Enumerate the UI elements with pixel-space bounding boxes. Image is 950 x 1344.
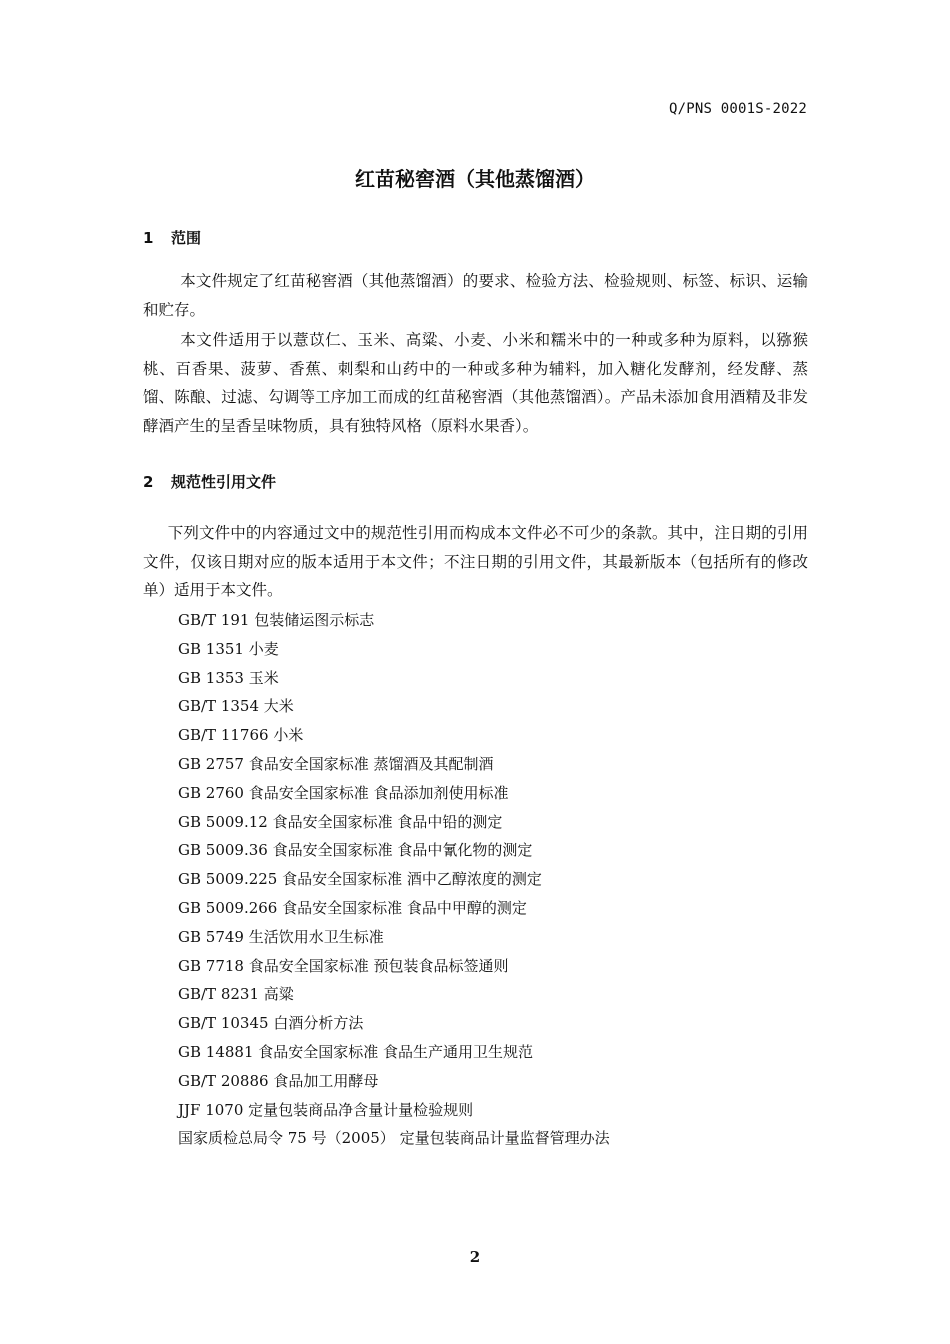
reference-item: GB 5009.12 食品安全国家标准 食品中铅的测定 — [178, 812, 503, 831]
reference-item: GB 5009.266 食品安全国家标准 食品中甲醇的测定 — [178, 898, 527, 917]
scope-paragraph-1: 本文件规定了红苗秘窖酒（其他蒸馏酒）的要求、检验方法、检验规则、标签、标识、运输和贮存。 — [143, 272, 808, 319]
reference-item: GB/T 8231 高粱 — [178, 985, 294, 1004]
reference-item: GB 5009.36 食品安全国家标准 食品中氰化物的测定 — [178, 841, 533, 860]
section-number: 2 — [143, 473, 154, 491]
scope-paragraph-2: 本文件适用于以薏苡仁、玉米、高粱、小麦、小米和糯米中的一种或多种为原料，以猕猴桃、百香果、菠萝、香蕉、刺梨和山药中的一种或多种为辅料，加入糖化发酵剂，经发酵、蒸馏、陈酿、过滤、勾调等工序加工而成的红苗秘窖酒（其他蒸馏酒）。产品未添加食用酒精及非发酵酒产生的呈香呈味物质，具有独特风格（原料水果香）。 — [143, 331, 808, 435]
reference-item: GB/T 20886 食品加工用酵母 — [178, 1071, 379, 1090]
section-title: 规范性引用文件 — [171, 473, 277, 491]
page-number: 2 — [469, 1248, 481, 1266]
reference-item: GB 2757 食品安全国家标准 蒸馏酒及其配制酒 — [178, 754, 494, 773]
reference-item: GB/T 1354 大米 — [178, 697, 294, 716]
reference-list — [178, 606, 610, 1153]
reference-item: GB 5009.225 食品安全国家标准 酒中乙醇浓度的测定 — [178, 870, 542, 889]
section-number: 1 — [143, 229, 154, 247]
reference-item: GB 5749 生活饮用水卫生标准 — [178, 927, 384, 946]
standard-code: Q/PNS 0001S-2022 — [668, 101, 807, 117]
reference-item: GB 14881 食品安全国家标准 食品生产通用卫生规范 — [178, 1042, 534, 1061]
reference-item: GB/T 11766 小米 — [178, 726, 304, 745]
document-title: 红苗秘窖酒（其他蒸馏酒） — [355, 167, 595, 191]
section-heading-normative-references — [143, 471, 276, 492]
reference-item: JJF 1070 定量包装商品净含量计量检验规则 — [178, 1100, 474, 1119]
section-heading-scope — [143, 227, 201, 248]
reference-item: 国家质检总局令 75 号（2005） 定量包装商品计量监督管理办法 — [178, 1129, 610, 1148]
reference-item: GB 1353 玉米 — [178, 668, 279, 687]
references-intro: 下列文件中的内容通过文中的规范性引用而构成本文件必不可少的条款。其中，注日期的引用文件，仅该日期对应的版本适用于本文件；不注日期的引用文件，其最新版本（包括所有的修改单）适用于本文件。 — [143, 524, 808, 599]
reference-item: GB 2760 食品安全国家标准 食品添加剂使用标准 — [178, 783, 509, 802]
section-title: 范围 — [171, 229, 202, 247]
reference-item: GB 7718 食品安全国家标准 预包装食品标签通则 — [178, 956, 509, 975]
reference-item: GB/T 10345 白酒分析方法 — [178, 1014, 364, 1033]
reference-item: GB/T 191 包装储运图示标志 — [178, 611, 375, 629]
reference-item: GB 1351 小麦 — [178, 639, 279, 658]
